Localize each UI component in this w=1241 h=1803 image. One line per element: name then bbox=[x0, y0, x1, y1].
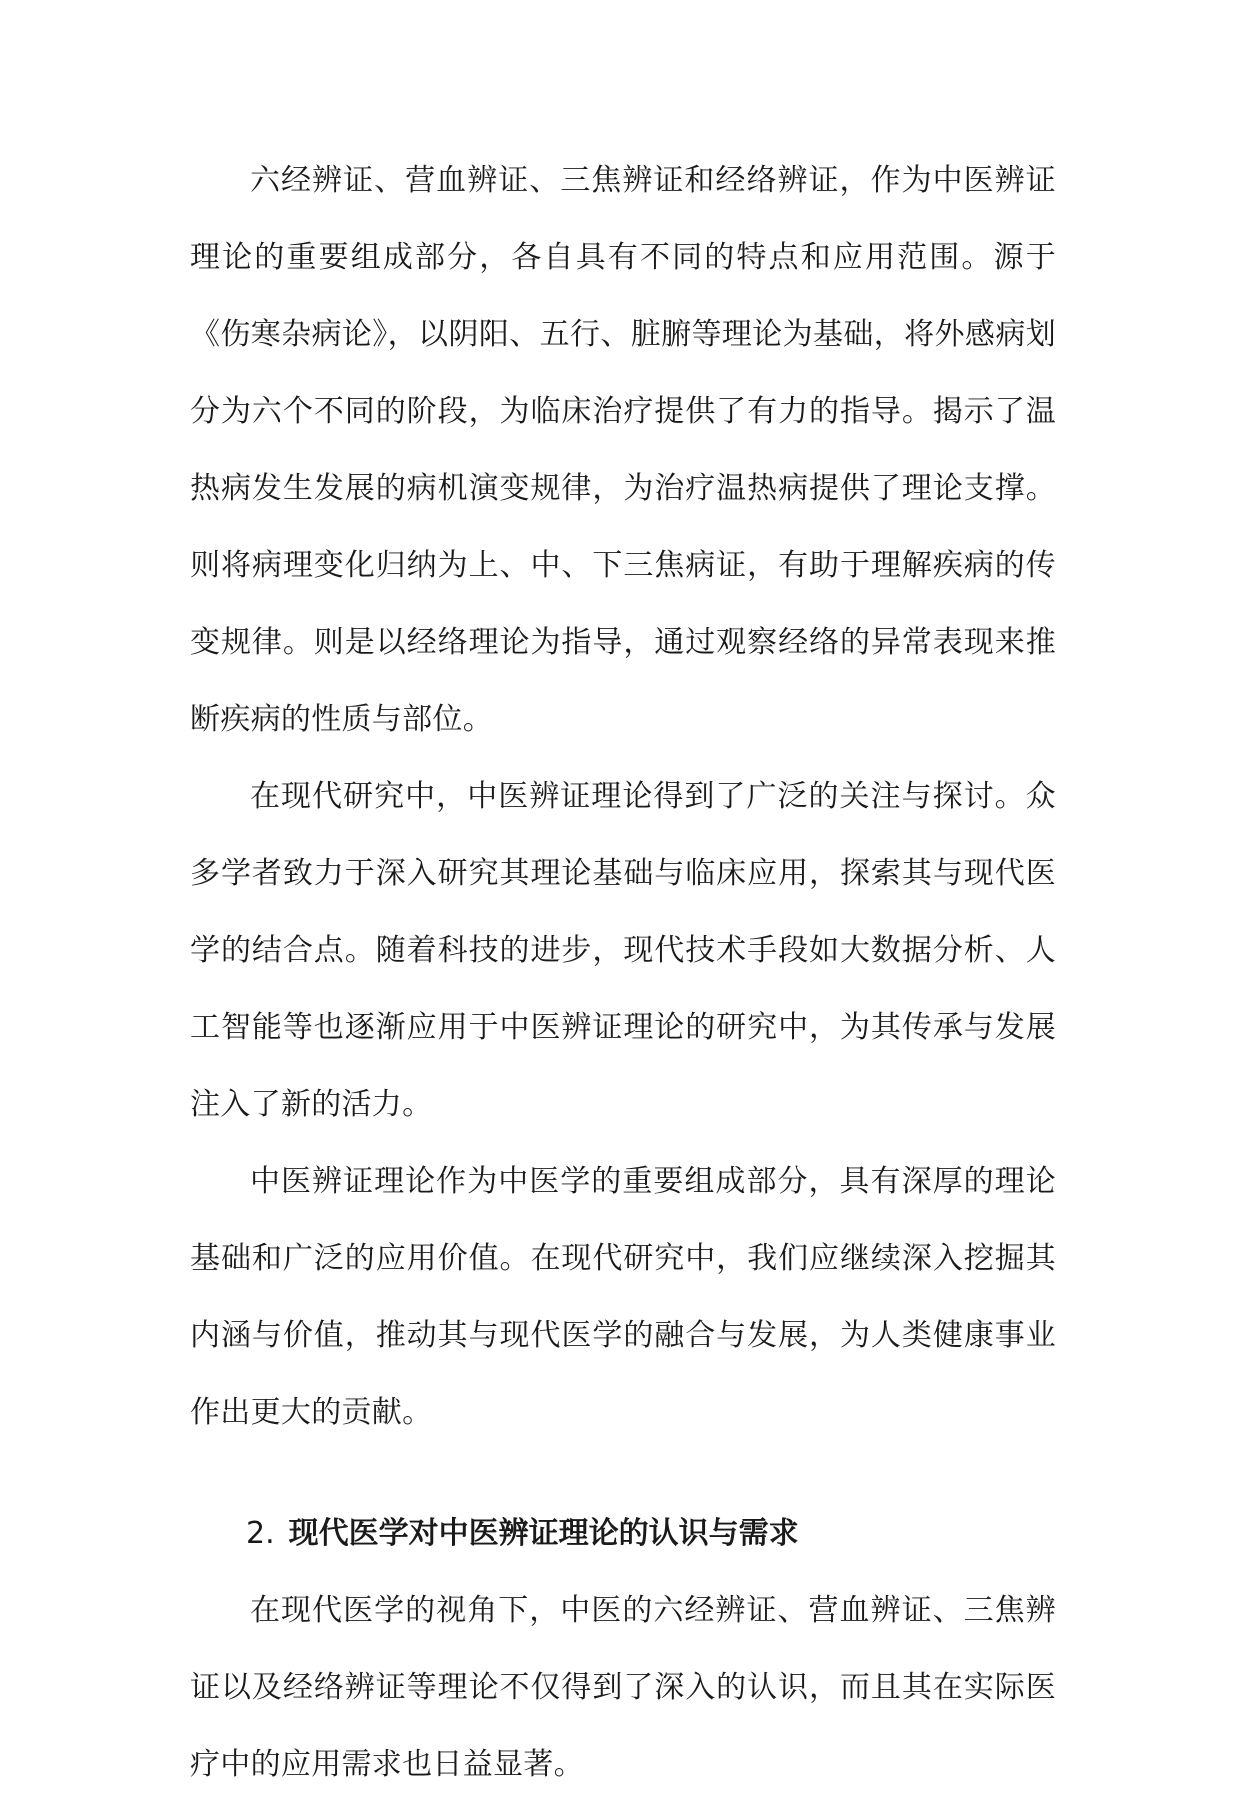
paragraph-1: 六经辨证、营血辨证、三焦辨证和经络辨证，作为中医辨证理论的重要组成部分，各自具有不同的特点和应用范围。源于《伤寒杂病论》，以阴阳、五行、脏腑等理论为基础，将外感病划分为六个不同的阶段，为临床治疗提供了有力的指导。揭示了温热病发生发展的病机演变规律，为治疗温热病提供了理论支撑。则将病理变化归纳为上、中、下三焦病证，有助于理解疾病的传变规律。则是以经络理论为指导，通过观察经络的异常表现来推断疾病的性质与部位。 bbox=[190, 163, 1056, 737]
section-number: 2. bbox=[246, 1516, 275, 1551]
section-title: 现代医学对中医辨证理论的认识与需求 bbox=[288, 1516, 799, 1551]
document-body bbox=[190, 142, 1056, 1803]
section-heading bbox=[190, 1451, 1056, 1572]
paragraph-2: 在现代研究中，中医辨证理论得到了广泛的关注与探讨。众多学者致力于深入研究其理论基础与临床应用，探索其与现代医学的结合点。随着科技的进步，现代技术手段如大数据分析、人工智能等也逐渐应用于中医辨证理论的研究中，为其传承与发展注入了新的活力。 bbox=[190, 779, 1056, 1122]
paragraph-4: 在现代医学的视角下，中医的六经辨证、营血辨证、三焦辨证以及经络辨证等理论不仅得到了深入的认识，而且其在实际医疗中的应用需求也日益显著。 bbox=[190, 1593, 1056, 1782]
paragraph-3: 中医辨证理论作为中医学的重要组成部分，具有深厚的理论基础和广泛的应用价值。在现代研究中，我们应继续深入挖掘其内涵与价值，推动其与现代医学的融合与发展，为人类健康事业作出更大的贡献。 bbox=[190, 1164, 1056, 1430]
